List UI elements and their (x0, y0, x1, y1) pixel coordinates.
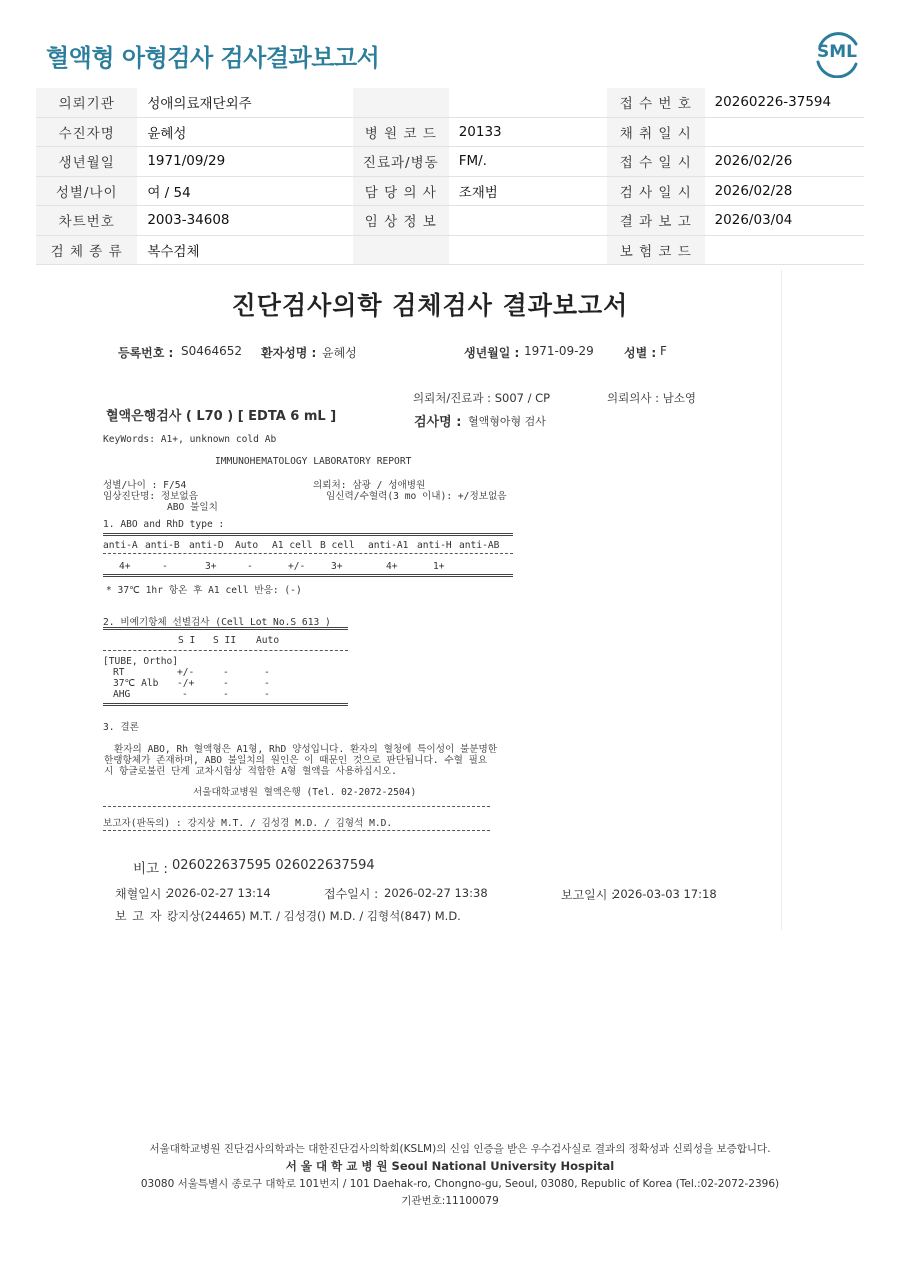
sec2-cell: -/+ (177, 678, 195, 689)
sec2-method: [TUBE, Ortho] (103, 656, 179, 667)
sec1-header-cell: anti-H (417, 540, 452, 551)
sex-age-line: 성별/나이 : F/54 (103, 480, 187, 491)
sec2-rule-bottom (103, 703, 348, 706)
remark-label: 비고 : (133, 861, 168, 877)
birth-label: 생년월일 : (464, 346, 520, 360)
info-value: 1971/09/29 (137, 147, 353, 177)
test-group: 혈액은행검사 ( L70 ) [ EDTA 6 mL ] (106, 409, 337, 424)
info-label: 의뢰기관 (36, 88, 137, 117)
sec1-rule-top (103, 533, 513, 536)
lab-header: IMMUNOHEMATOLOGY LABORATORY REPORT (215, 456, 412, 467)
sec2-cell: - (223, 667, 229, 678)
sec1-header-cell: anti-D (189, 540, 224, 551)
sec1-value-cell: 4+ (119, 561, 131, 572)
info-value: 조재범 (449, 176, 607, 206)
sec2-cell: - (264, 689, 270, 700)
info-label: 채 취 일 시 (607, 117, 705, 147)
keywords: KeyWords: A1+, unknown cold Ab (103, 434, 277, 445)
sec2-cell: - (182, 689, 188, 700)
page-title: 혈액형 아형검사 검사결과보고서 (46, 44, 380, 72)
info-value: 20260226-37594 (705, 88, 864, 117)
birth-value: 1971-09-29 (524, 344, 594, 358)
sec1-value-cell: +/- (288, 561, 306, 572)
receive-value: 2026-02-27 13:38 (384, 886, 488, 900)
requester-line: 의뢰처: 삼광 / 성애병원 (313, 480, 426, 491)
reporter: 보고자(판독의) : 강지상 M.T. / 김성경 M.D. / 김형석 M.D. (103, 818, 393, 829)
info-label: 진료과/병동 (353, 147, 449, 177)
reg-label: 등록번호 : (118, 346, 174, 360)
info-label: 담 당 의 사 (353, 176, 449, 206)
info-label: 접 수 일 시 (607, 147, 705, 177)
info-label: 수진자명 (36, 117, 137, 147)
info-label: 차트번호 (36, 206, 137, 236)
reporter-rule-top (103, 806, 490, 807)
reporter2-label: 보 고 자 : (115, 909, 173, 923)
reporter-rule-bottom (103, 830, 490, 831)
sec1-header-cell: anti-A1 (368, 540, 409, 551)
patient-value: 윤혜성 (322, 346, 357, 360)
sec1-header-cell: A1 cell (272, 540, 313, 551)
conclusion-line: 한랭항체가 존재하며, ABO 불일치의 원인은 이 때문인 것으로 판단됩니다. 수혈 필요 (104, 755, 488, 766)
doctor-line: 의뢰의사 : 남소영 (607, 391, 696, 405)
sec1-value-cell: 3+ (331, 561, 343, 572)
sec2-row-name: 37℃ Alb (113, 678, 159, 689)
sec2-title: 2. 비예기항체 선별검사 (Cell Lot No.S 613 ) (103, 617, 331, 628)
info-value: 2026/02/28 (705, 176, 864, 206)
conclusion-line: 시 항글로불린 단계 교차시험상 적합한 A형 혈액을 사용하십시오. (104, 766, 397, 777)
footer-certification: 서울대학교병원 진단검사의학과는 대한진단검사의학회(KSLM)의 신임 인증을 받은 우수검사실로 결과의 정확성과 신뢰성을 보증합니다. (149, 1143, 771, 1155)
sec1-value-cell: 4+ (386, 561, 398, 572)
sec2-cell: - (264, 678, 270, 689)
footer-institution-code: 기관번호:11100079 (401, 1195, 499, 1207)
info-label: 검 체 종 류 (36, 235, 137, 265)
reporter2-value: 강지상(24465) M.T. / 김성경() M.D. / 김형석(847) M.D. (167, 909, 461, 923)
sec1-header-cell: anti-AB (459, 540, 500, 551)
sec2-header-cell: S II (213, 635, 237, 646)
footer-hospital-name: 서 울 대 학 교 병 원 Seoul National University Hospital (285, 1159, 615, 1173)
sec1-value-cell: - (162, 561, 168, 572)
bloodbank: 서울대학교병원 혈액은행 (Tel. 02-2072-2504) (193, 787, 417, 798)
sec2-cell: - (223, 689, 229, 700)
sec2-rule-top (103, 627, 348, 630)
info-label: 검 사 일 시 (607, 176, 705, 206)
conclusion-line: 환자의 ABO, Rh 혈액형은 A1형, RhD 양성입니다. 환자의 혈청에 특이성이 불분명한 (114, 744, 498, 755)
report-date-label: 보고일시 : (561, 888, 616, 902)
footer-address: 03080 서울특별시 종로구 대학로 101번지 / 101 Daehak-ro, Chongno-gu, Seoul, 03080, Republic of Korea (Tel.:02-2072-2396) (140, 1178, 780, 1190)
sec2-header-cell: Auto (256, 635, 280, 646)
info-label: 접 수 번 호 (607, 88, 705, 117)
sec1-header-cell: Auto (235, 540, 259, 551)
info-label: 병 원 코 드 (353, 117, 449, 147)
patient-label: 환자성명 : (261, 346, 317, 360)
info-value: 여 / 54 (137, 176, 353, 206)
remark-value: 026022637595 026022637594 (172, 858, 375, 873)
info-value: 2026/02/26 (705, 147, 864, 177)
sec2-cell: - (264, 667, 270, 678)
info-value: 2026/03/04 (705, 206, 864, 236)
clinical-line2: ABO 불일치 (167, 502, 218, 513)
receive-label: 접수일시 : (324, 887, 379, 901)
sec2-header-cell: S I (178, 635, 196, 646)
clinical-line: 임상진단명: 정보없음 (103, 491, 198, 502)
info-value: 20133 (449, 117, 607, 147)
info-label: 생년월일 (36, 147, 137, 177)
sec1-value-cell: 1+ (433, 561, 445, 572)
collect-value: 2026-02-27 13:14 (167, 886, 271, 900)
sec2-rule-mid (103, 650, 348, 651)
info-value: FM/. (449, 147, 607, 177)
report-date-value: 2026-03-03 17:18 (613, 887, 717, 901)
report-title: 진단검사의학 검체검사 결과보고서 (231, 291, 629, 320)
sec1-header-cell: anti-A (103, 540, 138, 551)
info-value: 윤혜성 (137, 117, 353, 147)
info-label: 결 과 보 고 (607, 206, 705, 236)
sec1-rule-bottom (103, 574, 513, 577)
sec2-cell: - (223, 678, 229, 689)
sex-value: F (660, 344, 667, 358)
info-label: 성별/나이 (36, 176, 137, 206)
reg-value: S0464652 (181, 344, 243, 358)
collect-label: 채혈일시 : (115, 887, 170, 901)
info-value: 성애의료재단외주 (137, 88, 353, 117)
sec2-cell: +/- (177, 667, 195, 678)
sec1-header-cell: B cell (320, 540, 355, 551)
sec1-value-cell: 3+ (205, 561, 217, 572)
info-value: 2003-34608 (137, 206, 353, 236)
sec3-title: 3. 결론 (103, 722, 139, 733)
test-name-value: 혈액형아형 검사 (468, 415, 546, 428)
info-value: 복수검체 (137, 235, 353, 265)
info-label: 임 상 정 보 (353, 206, 449, 236)
sec2-row-name: RT (113, 667, 125, 678)
sec1-note: * 37℃ 1hr 항온 후 A1 cell 반응: (-) (106, 585, 302, 596)
pregnancy-line: 임신력/수혈력(3 mo 이내): +/정보없음 (326, 491, 507, 502)
sec2-row-name: AHG (113, 689, 131, 700)
test-name-label: 검사명 : (414, 415, 462, 430)
sex-label: 성별 : (624, 346, 657, 360)
sec1-value-cell: - (247, 561, 253, 572)
sec1-rule-mid (103, 553, 513, 554)
dept-line: 의뢰처/진료과 : S007 / CP (413, 391, 551, 405)
sec1-title: 1. ABO and RhD type : (103, 519, 225, 530)
info-label: 보 험 코 드 (607, 235, 705, 265)
sec1-header-cell: anti-B (145, 540, 180, 551)
logo-text: SML (817, 42, 857, 62)
